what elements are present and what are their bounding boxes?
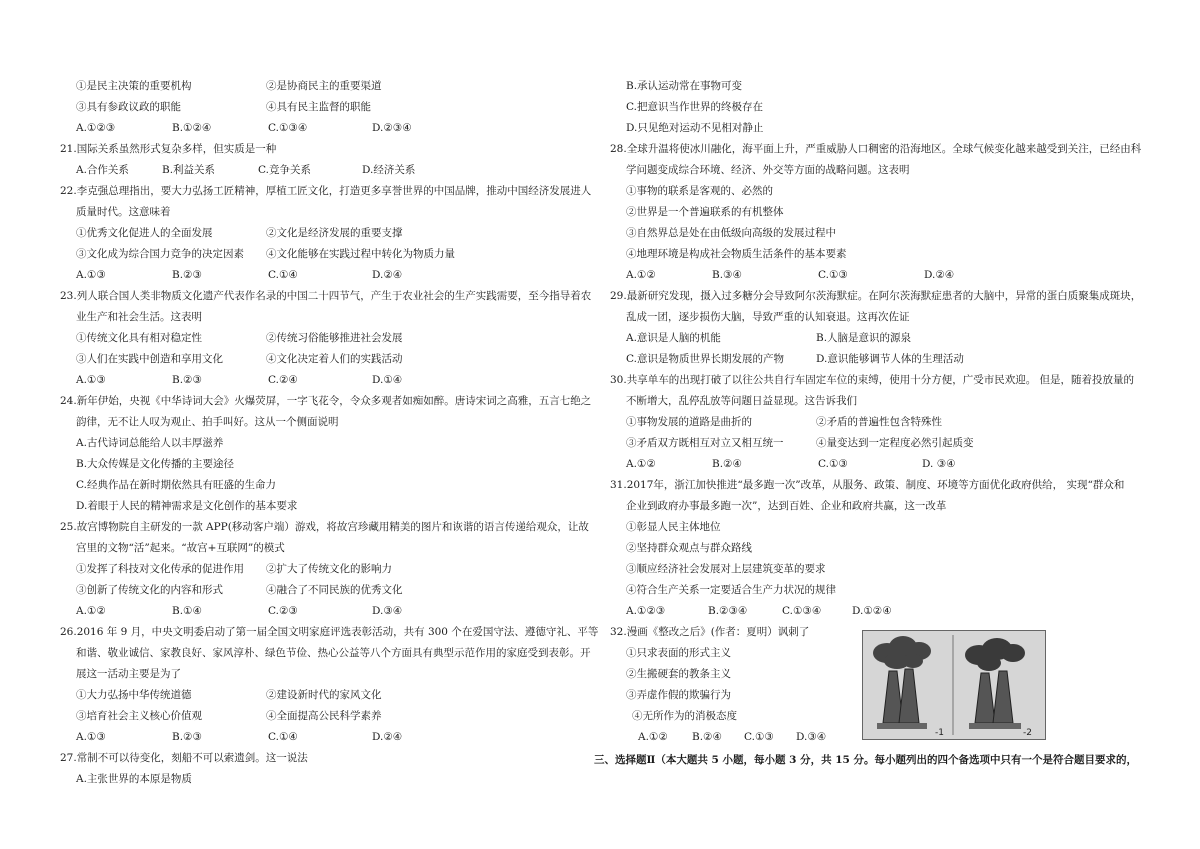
- q25-choices-row2: [60, 580, 590, 601]
- q28-stem-line1: 28.全球升温将使冰川融化，海平面上升，严重威胁人口稠密的沿海地区。全球气候变化越来越受到关注，已经由科: [610, 143, 1142, 155]
- q30-answer-c: C.①③: [818, 458, 848, 470]
- q26-answers: [60, 727, 590, 748]
- q29-choice-c: C.意识是物质世界长期发展的产物: [626, 353, 784, 365]
- q31-choice-2: ②坚持群众观点与群众路线: [626, 542, 752, 554]
- q30-answers: [610, 454, 1150, 475]
- q30-answer-d: D. ③④: [922, 458, 956, 470]
- q27-option-b: B.承认运动常在事物可变: [626, 80, 743, 92]
- q22-choices-row2: [60, 244, 590, 265]
- q26-stem-line1: 26.2016 年 9 月，中央文明委启动了第一届全国文明家庭评选表彰活动，共有 300 个在爱国守法、遵德守礼、平等: [60, 626, 599, 638]
- q23-answers: [60, 370, 590, 391]
- q24-stem-line2: 韵律，无不让人叹为观止、拍手叫好。这从一个侧面说明: [76, 416, 339, 428]
- q32-choice-4: ④无所作为的消极态度: [632, 710, 737, 722]
- q31-answer-b: B.②③④: [708, 605, 748, 617]
- q22-answer-a: A.①③: [76, 269, 106, 281]
- q22-answer-c: C.①④: [268, 269, 298, 281]
- q22-answer-b: B.②③: [172, 269, 202, 281]
- q26-answer-d: D.②④: [372, 731, 403, 743]
- q30-choice-1: ①事物发展的道路是曲折的: [626, 416, 752, 428]
- q28-answer-a: A.①②: [626, 269, 656, 281]
- q20-choices-row2: [60, 97, 590, 118]
- q28-choice-3: ③自然界总是处在由低级向高级的发展过程中: [626, 227, 836, 239]
- q25-stem-line2: 宫里的文物“活”起来。“故宫+互联网”的模式: [76, 542, 285, 554]
- q20-choice-3: ③具有参政议政的职能: [76, 101, 181, 113]
- q25-answers: [60, 601, 590, 622]
- q31-answers: [610, 601, 1150, 622]
- q28-stem-line2: 学问题变成综合环境、经济、外交等方面的战略问题。这表明: [626, 164, 910, 176]
- q30-choice-4: ④量变达到一定程度必然引起质变: [816, 437, 974, 449]
- q31-answer-a: A.①②③: [626, 605, 666, 617]
- q29-stem-line1: 29.最新研究发现，摄入过多糖分会导致阿尔茨海默症。在阿尔茨海默症患者的大脑中，异常的蛋白质聚集成斑块，: [610, 290, 1142, 302]
- q25-answer-c: C.②③: [268, 605, 298, 617]
- q27-stem: 27.常制不可以待变化，刻船不可以索遗剑。这一说法: [60, 752, 308, 764]
- q26-choice-1: ①大力弘扬中华传统道德: [76, 689, 192, 701]
- q21-answer-c: C.竞争关系: [258, 164, 311, 176]
- q25-answer-a: A.①②: [76, 605, 106, 617]
- q23-answer-b: B.②③: [172, 374, 202, 386]
- q23-stem-line2: 业生产和社会生活。这表明: [76, 311, 202, 323]
- q28-answer-d: D.②④: [924, 269, 955, 281]
- q20-answer-b: B.①②④: [172, 122, 212, 134]
- q22-answers: [60, 265, 590, 286]
- q20-answers: [60, 118, 590, 139]
- q32-choice-2: ②生搬硬套的教条主义: [626, 668, 731, 680]
- q28-choice-1: ①事物的联系是客观的、必然的: [626, 185, 773, 197]
- q21-answers: [60, 160, 590, 181]
- q28-choice-2: ②世界是一个普遍联系的有机整体: [626, 206, 784, 218]
- q20-choice-2: ②是协商民主的重要渠道: [266, 80, 382, 92]
- q23-choice-3: ③人们在实践中创造和享用文化: [76, 353, 223, 365]
- q20-choices-row1: [60, 76, 590, 97]
- q26-choices-row1: [60, 685, 590, 706]
- q23-answer-d: D.①④: [372, 374, 403, 386]
- q26-choice-3: ③培育社会主义核心价值观: [76, 710, 202, 722]
- q22-choice-1: ①优秀文化促进人的全面发展: [76, 227, 213, 239]
- q30-answer-b: B.②④: [712, 458, 742, 470]
- cartoon-label-2: -2: [1023, 728, 1032, 738]
- q24-option-d: D.着眼于人民的精神需求是文化创作的基本要求: [76, 500, 298, 512]
- q30-choice-3: ③矛盾双方既相互对立又相互统一: [626, 437, 784, 449]
- q31-stem-line2: 企业到政府办事最多跑一次”，达到百姓、企业和政府共赢，这一改革: [626, 500, 947, 512]
- q23-choice-1: ①传统文化具有相对稳定性: [76, 332, 202, 344]
- q32-answer-c: C.①③: [744, 731, 774, 743]
- q22-choices-row1: [60, 223, 590, 244]
- q21-answer-a: A.合作关系: [76, 164, 129, 176]
- q23-choices-row2: [60, 349, 590, 370]
- q29-choice-a: A.意识是人脑的机能: [626, 332, 721, 344]
- q27-option-c: C.把意识当作世界的终极存在: [626, 101, 763, 113]
- q26-choices-row2: [60, 706, 590, 727]
- q23-choices-row1: [60, 328, 590, 349]
- section-3-heading: 三、选择题Ⅱ（本大题共 5 小题，每小题 3 分，共 15 分。每小题列出的四个备选项中只有一个是符合题目要求的，: [594, 754, 1138, 766]
- q22-stem-line2: 质量时代。这意味着: [76, 206, 171, 218]
- q30-choices-row2: [610, 433, 1150, 454]
- cartoon-drawing: [863, 631, 1045, 739]
- q27-option-d: D.只见绝对运动不见相对静止: [626, 122, 764, 134]
- q30-stem-line1: 30.共享单车的出现打破了以往公共自行车固定车位的束缚，使用十分方便，广受市民欢迎。 但是，随着投放量的: [610, 374, 1135, 386]
- q23-stem-line1: 23.列人联合国人类非物质文化遗产代表作名录的中国二十四节气，产生于农业社会的生产实践需要，至今指导着农: [60, 290, 592, 302]
- q30-choice-2: ②矛盾的普遍性包含特殊性: [816, 416, 942, 428]
- q26-choice-2: ②建设新时代的家风文化: [266, 689, 382, 701]
- q20-answer-c: C.①③④: [268, 122, 308, 134]
- q32-choice-1: ①只求表面的形式主义: [626, 647, 731, 659]
- q26-stem-line3: 展这一活动主要是为了: [76, 668, 181, 680]
- q20-choice-1: ①是民主决策的重要机构: [76, 80, 192, 92]
- q21-stem: 21.国际关系虽然形式复杂多样，但实质是一种: [60, 143, 277, 155]
- q26-answer-a: A.①③: [76, 731, 106, 743]
- q22-choice-2: ②文化是经济发展的重要支撑: [266, 227, 403, 239]
- q29-choice-d: D.意识能够调节人体的生理活动: [816, 353, 964, 365]
- q25-choice-3: ③创新了传统文化的内容和形式: [76, 584, 223, 596]
- q24-option-a: A.古代诗词总能给人以丰厚滋养: [76, 437, 224, 449]
- q30-answer-a: A.①②: [626, 458, 656, 470]
- q22-stem-line1: 22.李克强总理指出，要大力弘扬工匠精神，厚植工匠文化，打造更多享誉世界的中国品牌，推动中国经济发展进人: [60, 185, 592, 197]
- q32-choice-3: ③弄虚作假的欺骗行为: [626, 689, 731, 701]
- q31-choice-3: ③顺应经济社会发展对上层建筑变革的要求: [626, 563, 826, 575]
- q23-answer-a: A.①③: [76, 374, 106, 386]
- q25-answer-d: D.③④: [372, 605, 403, 617]
- q22-choice-4: ④文化能够在实践过程中转化为物质力量: [266, 248, 455, 260]
- q26-answer-b: B.②③: [172, 731, 202, 743]
- q24-option-b: B.大众传媒是文化传播的主要途径: [76, 458, 235, 470]
- q32-answer-a: A.①②: [638, 731, 668, 743]
- q25-choice-1: ①发挥了科技对文化传承的促进作用: [76, 563, 244, 575]
- q20-answer-a: A.①②③: [76, 122, 116, 134]
- q22-answer-d: D.②④: [372, 269, 403, 281]
- q24-option-c: C.经典作品在新时期依然具有旺盛的生命力: [76, 479, 276, 491]
- q21-answer-d: D.经济关系: [362, 164, 416, 176]
- q22-choice-3: ③文化成为综合国力竞争的决定因素: [76, 248, 244, 260]
- q29-stem-line2: 乱成一团，逐步损伤大脑，导致严重的认知衰退。这再次佐证: [626, 311, 910, 323]
- q31-answer-c: C.①③④: [782, 605, 822, 617]
- q27-option-a: A.主张世界的本原是物质: [76, 773, 192, 785]
- q32-answer-d: D.③④: [796, 731, 827, 743]
- q25-answer-b: B.①④: [172, 605, 202, 617]
- q29-choice-b: B.人脑是意识的源泉: [816, 332, 912, 344]
- q26-choice-4: ④全面提高公民科学素养: [266, 710, 382, 722]
- q32-answer-b: B.②④: [692, 731, 722, 743]
- q23-choice-4: ④文化决定着人们的实践活动: [266, 353, 403, 365]
- q23-answer-c: C.②④: [268, 374, 298, 386]
- cartoon-image: [862, 630, 1046, 740]
- q30-stem-line2: 不断增大，乱停乱放等问题日益显现。这告诉我们: [626, 395, 857, 407]
- q25-stem-line1: 25.故宫博物院自主研发的一款 APP(移动客户端）游戏，将故宫珍藏用精美的图片和诙谐的语言传递给观众，让故: [60, 521, 589, 533]
- q26-answer-c: C.①④: [268, 731, 298, 743]
- cartoon-label-1: -1: [935, 728, 944, 738]
- q31-choice-1: ①彰显人民主体地位: [626, 521, 721, 533]
- q28-answer-c: C.①③: [818, 269, 848, 281]
- q23-choice-2: ②传统习俗能够推进社会发展: [266, 332, 403, 344]
- q28-answer-b: B.③④: [712, 269, 742, 281]
- q29-choices-row1: [610, 328, 1150, 349]
- q21-answer-b: B.利益关系: [162, 164, 216, 176]
- q20-choice-4: ④具有民主监督的职能: [266, 101, 371, 113]
- q25-choice-2: ②扩大了传统文化的影响力: [266, 563, 392, 575]
- q30-choices-row1: [610, 412, 1150, 433]
- q24-stem-line1: 24.新年伊始，央视《中华诗词大会》火爆荧屏，一字飞花令，令众多观者如痴如醉。唐诗宋词之高雅，五言七绝之: [60, 395, 592, 407]
- q28-answers: [610, 265, 1150, 286]
- q32-stem: 32.漫画《整改之后》(作者：夏明）讽刺了: [610, 626, 810, 638]
- q31-stem-line1: 31.2017年，浙江加快推进“最多跑一次”改革，从服务、政策、制度、环境等方面优化政府供给， 实现“群众和: [610, 479, 1125, 491]
- q20-answer-d: D.②③④: [372, 122, 412, 134]
- q28-choice-4: ④地理环境是构成社会物质生活条件的基本要素: [626, 248, 847, 260]
- q26-stem-line2: 和谐、敬业诚信、家教良好、家风淳朴、绿色节俭、热心公益等八个方面具有典型示范作用的家庭受到表彰。开: [76, 647, 591, 659]
- q29-choices-row2: [610, 349, 1150, 370]
- q25-choice-4: ④融合了不同民族的优秀文化: [266, 584, 403, 596]
- q31-choice-4: ④符合生产关系一定要适合生产力状况的规律: [626, 584, 836, 596]
- left-column: [60, 76, 599, 790]
- q25-choices-row1: [60, 559, 590, 580]
- q31-answer-d: D.①②④: [852, 605, 892, 617]
